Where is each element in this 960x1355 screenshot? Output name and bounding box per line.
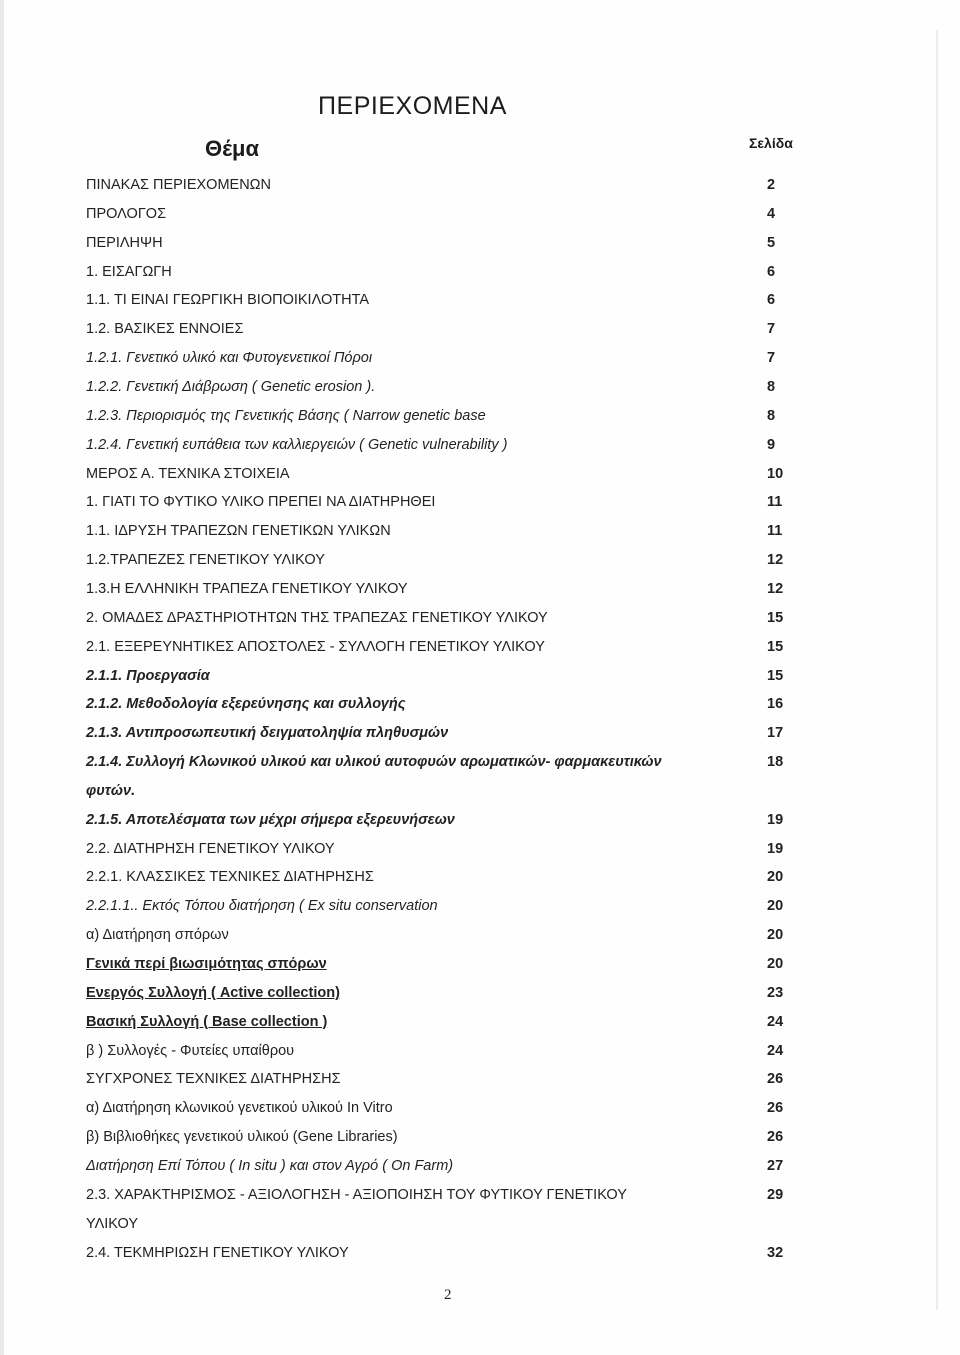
toc-entry-title: 2.1.4. Συλλογή Κλωνικού υλικού και υλικού αυτοφυών αρωματικών- φαρμακευτικών [86,754,662,770]
toc-entry-page: 20 [767,956,784,972]
toc-entry-page: 11 [767,523,783,540]
toc-entry-title: 1.2. ΒΑΣΙΚΕΣ ΕΝΝΟΙΕΣ [86,321,244,338]
toc-entry-page: 11 [767,494,783,511]
toc-entry [0,406,960,430]
toc-entry-page: 15 [767,609,784,626]
toc-entry-title: 2.1.2. Μεθοδολογία εξερεύνησης και συλλογής [86,696,406,713]
toc-entry-title: Βασική Συλλογή ( Base collection ) [86,1013,328,1030]
toc-entry-page: 10 [767,465,784,482]
toc-entry-page: 16 [767,696,784,713]
toc-entry [0,666,960,690]
toc-entry-title: 1.1. ΤΙ ΕΙΝΑΙ ΓΕΩΡΓΙΚΗ ΒΙΟΠΟΙΚΙΛΟΤΗΤΑ [86,292,370,309]
toc-entry-page: 23 [767,984,784,1001]
toc-entry-page: 5 [767,234,776,251]
toc-entry-page: 6 [767,292,776,309]
toc-entry-title: Γενικά περί βιωσιμότητας σπόρων [86,956,327,972]
toc-entry-title: α) Διατήρηση κλωνικού γενετικού υλικού In Vitro [86,1100,393,1117]
toc-entry-title: 1.2.2. Γενετική Διάβρωση ( Genetic erosion ). [86,379,376,395]
toc-entry [0,1243,960,1267]
toc-entry-page: 20 [767,898,784,915]
toc-entry-title: 1.3.Η ΕΛΛΗΝΙΚΗ ΤΡΑΠΕΖΑ ΓΕΝΕΤΙΚΟΥ ΥΛΙΚΟΥ [86,580,408,597]
toc-entry [0,810,960,834]
toc-entry-title: Ενεργός Συλλογή ( Active collection) [86,984,340,1001]
toc-entry [0,550,960,574]
toc-entry-page: 15 [767,638,784,655]
toc-entry-title: 1.2.ΤΡΑΠΕΖΕΣ ΓΕΝΕΤΙΚΟΥ ΥΛΙΚΟΥ [86,552,325,568]
toc-entry [0,867,960,891]
toc-entry-title: ΣΥΓΧΡΟΝΕΣ ΤΕΧΝΙΚΕΣ ΔΙΑΤΗΡΗΣΗΣ [86,1071,341,1088]
toc-entry [0,319,960,343]
page-title: ΠΕΡΙΕΧΟΜΕΝΑ [318,92,507,120]
toc-entry-title: ΠΙΝΑΚΑΣ ΠΕΡΙΕΧΟΜΕΝΩΝ [86,177,271,193]
toc-entry-title: β ) Συλλογές - Φυτείες υπαίθρου [86,1042,295,1059]
toc-entry-title: 2.2. ΔΙΑΤΗΡΗΣΗ ΓΕΝΕΤΙΚΟΥ ΥΛΙΚΟΥ [86,840,335,857]
toc-entry-title: 2.1. ΕΞΕΡΕΥΝΗΤΙΚΕΣ ΑΠΟΣΤΟΛΕΣ - ΣΥΛΛΟΓΗ ΓΕΝΕΤΙΚΟΥ ΥΛΙΚΟΥ [86,638,545,655]
toc-entry-page: 15 [767,667,784,684]
toc-entry-page: 20 [767,869,784,886]
toc-entry-page: 27 [767,1157,784,1174]
toc-entry-page: 4 [767,205,776,222]
toc-entry-title: 1.2.1. Γενετικό υλικό και Φυτογενετικοί Πόροι [86,350,373,367]
toc-entry [0,1127,960,1151]
toc-entry-page: 24 [767,1042,784,1059]
toc-entry [0,262,960,286]
toc-entry-title: α) Διατήρηση σπόρων [86,927,229,944]
toc-entry [0,464,960,488]
toc-entry [0,435,960,459]
toc-entry-title: 1. ΓΙΑΤΙ ΤΟ ΦΥΤΙΚΟ ΥΛΙΚΟ ΠΡΕΠΕΙ ΝΑ ΔΙΑΤΗΡΗΘΕΙ [86,494,436,511]
toc-entry-title: ΜΕΡΟΣ Α. ΤΕΧΝΙΚΑ ΣΤΟΙΧΕΙΑ [86,465,290,482]
toc-entry-page: 26 [767,1071,784,1088]
toc-entry-page: 8 [767,379,776,395]
toc-entry-title: Διατήρηση Επί Τόπου ( In situ ) και στον Αγρό ( On Farm) [86,1157,454,1174]
toc-entry-title: 2.1.1. Προεργασία [86,667,210,684]
toc-entry [0,839,960,863]
toc-entry-page: 26 [767,1129,784,1146]
toc-entry [0,1214,960,1238]
toc-entry-title: 2.2.1.1.. Εκτός Τόπου διατήρηση ( Ex situ conservation [86,898,438,915]
toc-entry [0,1012,960,1036]
toc-entry [0,637,960,661]
toc-entry [0,175,960,199]
toc-entry [0,925,960,949]
toc-entry-title: 1.2.4. Γενετική ευπάθεια των καλλιεργειών ( Genetic vulnerability ) [86,436,508,453]
toc-entry-page: 6 [767,263,776,280]
toc-entry [0,1156,960,1180]
toc-entry [0,1185,960,1209]
toc-entry [0,723,960,747]
toc-entry-title: ΠΡΟΛΟΓΟΣ [86,205,167,222]
toc-entry [0,1098,960,1122]
toc-entry-page: 9 [767,436,776,453]
toc-entry [0,290,960,314]
toc-entry [0,1041,960,1065]
toc-entry-page: 19 [767,811,784,828]
toc-entry-page: 18 [767,754,784,770]
toc-entry-title: ΥΛΙΚΟΥ [86,1215,139,1232]
toc-entry-title: φυτών. [86,782,136,799]
topic-column-heading: Θέμα [205,136,260,161]
toc-entry-page: 19 [767,840,784,857]
toc-entry-page: 8 [767,407,776,424]
toc-entry-title: 2. ΟΜΑΔΕΣ ΔΡΑΣΤΗΡΙΟΤΗΤΩΝ ΤΗΣ ΤΡΑΠΕΖΑΣ ΓΕΝΕΤΙΚΟΥ ΥΛΙΚΟΥ [86,609,548,626]
toc-entry [0,752,960,776]
toc-entry [0,608,960,632]
toc-entry-title: 2.2.1. ΚΛΑΣΣΙΚΕΣ ΤΕΧΝΙΚΕΣ ΔΙΑΤΗΡΗΣΗΣ [86,869,374,886]
toc-entry-title: 2.1.3. Αντιπροσωπευτική δειγματοληψία πληθυσμών [86,725,449,742]
toc-entry [0,233,960,257]
page-number: 2 [444,1287,452,1303]
toc-entry [0,521,960,545]
toc-entry-page: 32 [767,1244,784,1261]
toc-entry-page: 12 [767,580,784,597]
toc-entry-title: 2.4. ΤΕΚΜΗΡΙΩΣΗ ΓΕΝΕΤΙΚΟΥ ΥΛΙΚΟΥ [86,1244,349,1261]
toc-entry-title: 1.1. ΙΔΡΥΣΗ ΤΡΑΠΕΖΩΝ ΓΕΝΕΤΙΚΩΝ ΥΛΙΚΩΝ [86,523,391,540]
toc-entry-title: 2.1.5. Αποτελέσματα των μέχρι σήμερα εξερευνήσεων [86,811,455,828]
toc-entry [0,694,960,718]
toc-entry [0,954,960,978]
toc-entry-title: β) Βιβλιοθήκες γενετικού υλικού (Gene Libraries) [86,1129,398,1146]
toc-entry-page: 26 [767,1100,784,1117]
toc-entry [0,348,960,372]
toc-entry-title: ΠΕΡΙΛΗΨΗ [86,234,163,251]
page-column-heading: Σελίδα [749,135,793,151]
toc-entry [0,1069,960,1093]
toc-entry-page: 17 [767,725,784,742]
toc-entry-page: 7 [767,321,776,338]
toc-entry-title: 1.2.3. Περιορισμός της Γενετικής Βάσης ( Narrow genetic base [86,407,486,424]
toc-entry [0,896,960,920]
toc-entry [0,377,960,401]
toc-entry-page: 24 [767,1013,784,1030]
toc-entry-page: 29 [767,1186,784,1203]
toc-entry-page: 2 [767,177,776,193]
toc-entry-title: 1. ΕΙΣΑΓΩΓΗ [86,263,172,280]
toc-entry [0,983,960,1007]
toc-entry-page: 7 [767,350,776,367]
toc-entry [0,781,960,805]
toc-entry-page: 12 [767,552,784,568]
toc-entry-title: 2.3. ΧΑΡΑΚΤΗΡΙΣΜΟΣ - ΑΞΙΟΛΟΓΗΣΗ - ΑΞΙΟΠΟΙΗΣΗ ΤΟΥ ΦΥΤΙΚΟΥ ΓΕΝΕΤΙΚΟΥ [86,1186,627,1203]
toc-entry-page: 20 [767,927,784,944]
toc-entry [0,492,960,516]
toc-entry [0,204,960,228]
toc-entry [0,579,960,603]
